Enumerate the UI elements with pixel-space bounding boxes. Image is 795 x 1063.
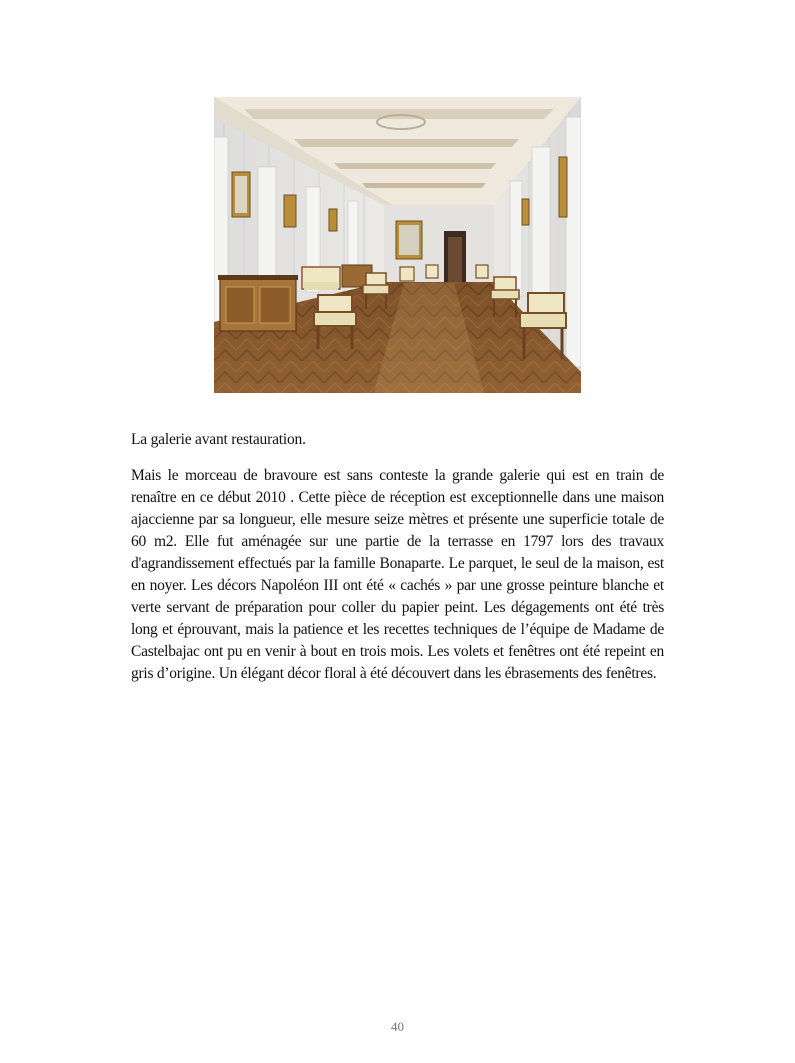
photo-caption: La galerie avant restauration. (131, 431, 306, 448)
gallery-room-illustration (214, 97, 581, 393)
commode (218, 275, 298, 331)
page-number: 40 (391, 1019, 404, 1034)
gallery-photo (214, 97, 581, 393)
sofa (302, 267, 340, 290)
body-paragraph: Mais le morceau de bravoure est sans conteste la grande galerie qui est en train de renaître en ce début 2010 . Cette pièce de réception est exceptionnelle dans une maison ajaccienne par sa longueur, elle mesure seize mètres et présente une superficie totale de 60 m2. Elle fut aménagée sur une partie de la terrasse en 1797 lors des travaux d'agrandissement effectués par la famille Bonaparte. Le parquet, le seul de la maison, est en noyer. Les décors Napoléon III ont été « cachés » par une grosse peinture blanche et verte servant de préparation pour coller du papier peint. Les dégagements ont été très long et éprouvant, mais la patience et les recettes techniques de l’équipe de Madame de Castelbajac ont pu en venir à bout en trois mois. Les volets et fenêtres ont été repeint en gris d’origine. Un élégant décor floral à été découvert dans les ébrasements des fenêtres. (131, 467, 664, 682)
